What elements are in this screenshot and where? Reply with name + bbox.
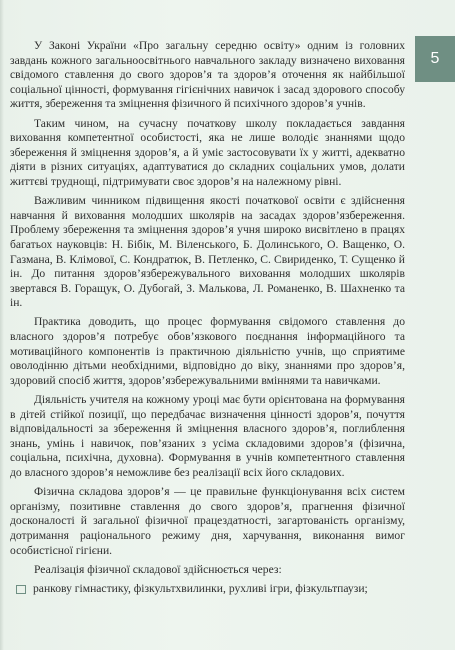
paragraph-1: У Законі України «Про загальну середню освіту» одним із головних завдань кожного загальноосвітнього навчального закладу визначено виховання свідомого ставлення до свого здоров’я та здоров’я оточення як найбільшої соціальної цінності, формування гігієнічних навичок і засад здорового способу життя, збереження та зміцнення фізичного й психічного здоров’я учнів.	[10, 39, 405, 111]
paragraph-2: Таким чином, на сучасну початкову школу покладається завдання виховання компетентної особистості, яка не лише володіє знаннями щодо збереження й зміцнення здоров’я, а й уміє застосовувати їх у житті, адекватно діяти в різних ситуаціях, адаптуватися до складних соціальних умов, долати життєві труднощі, підтримувати своє здоров’я на належному рівні.	[10, 116, 405, 188]
page-number-tab	[415, 36, 455, 82]
paragraph-5: Діяльність учителя на кожному уроці має бути орієнтована на формування в дітей стійкої позиції, що передбачає визначення цінності здоров’я, почуття відповідальності за збереження й зміцнення власного здоров’я, поглиблення знань, умінь і навичок, пов’язаних з усіма складовими здоров’я (фізична, соціальна, психічна, духовна). Формування в учнів компетентного ставлення до власного здоров’я неможливе без реалізації всіх його складових.	[10, 393, 405, 479]
bullet-list	[10, 582, 405, 597]
paragraph-4: Практика доводить, що процес формування свідомого ставлення до власного здоров’я потребує обов’язкового поєднання інформаційного та мотиваційного компонентів із практичною діяльністю учнів, що сприятиме оволодінню дітьми необхідними, відповідно до віку, знаннями про здоров’я, здоровий спосіб життя, здоров’язбережувальними вміннями та навичками.	[10, 315, 405, 387]
square-bullet-icon	[16, 585, 26, 594]
paragraph-7: Реалізація фізичної складової здійснюється через:	[34, 562, 282, 576]
list-item-text: ранкову гімнастику, фізкультхвилинки, рухливі ігри, фізкультпаузи;	[33, 581, 368, 595]
page-binding-shadow	[0, 0, 4, 650]
page-number: 5	[430, 50, 440, 67]
paragraph-3: Важливим чинником підвищення якості початкової освіти є здійснення навчання й виховання молодших школярів на засадах здоров’язбереження. Проблему збереження та зміцнення здоров’я учня широко висвітлено в працях багатьох науковців: Н. Бібік, М. Віленського, Б. Долинського, О. Ващенко, О. Газмана, В. Клімової, С. Кондратюк, В. Петленко, С. Свириденко, Т. Сущенко й ін. До питання здоров’язбережувального виховання молодших школярів звертався В. Горащук, О. Дубогай, З. Малькова, Л. Романенко, В. Шахненко та ін.	[10, 194, 405, 310]
list-item	[16, 582, 405, 597]
paragraph-6: Фізична складова здоров’я — це правильне функціонування всіх систем організму, позитивне ставлення до свого здоров’я, прагнення фізичної досконалості й загальної фізичної працездатності, загартованість організму, дотримання раціонального режиму дня, харчування, виконання вимог особистісної гігієни.	[10, 485, 405, 557]
body-text	[10, 39, 405, 597]
